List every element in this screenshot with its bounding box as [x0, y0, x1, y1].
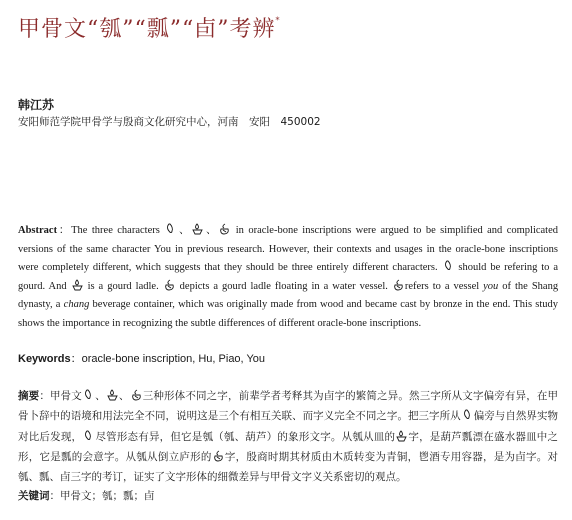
keywords-colon: ： — [70, 353, 82, 365]
oracle-glyph-you-icon — [393, 279, 404, 291]
oracle-glyph-hu-icon — [443, 260, 454, 272]
abstract-sep-2: 、 — [204, 225, 219, 236]
zh-keywords-label: 关键词 — [18, 490, 50, 502]
zh-keywords-colon: ： — [49, 490, 60, 502]
oracle-glyph-piao-icon — [107, 389, 118, 401]
paper-title-text: 甲骨文“瓠”“瓢”“卣”考辨 — [18, 17, 276, 42]
abstract-colon: ： — [57, 225, 72, 236]
abstract-text-6: refers to a vessel — [404, 280, 480, 292]
title-note-mark: * — [275, 16, 281, 25]
oracle-glyph-you-icon — [131, 389, 142, 401]
zh-abstract-sep-1: 、 — [94, 390, 106, 402]
oracle-glyph-piao-icon — [192, 223, 203, 235]
oracle-glyph-hu-icon — [165, 223, 176, 235]
author-name: 韩江苏 — [18, 98, 55, 112]
zh-abstract-text-6: 字，殷商时期其材质由木质转变为青铜，鬯酒专用容器，是为卣字。对瓠、瓢、卣三字的考订，证实了文字形体的细微差异与甲骨文字义关系密切的观点。 — [18, 450, 559, 484]
abstract-you-italic: you — [483, 280, 499, 292]
abstract-chang-italic: chang — [63, 299, 90, 310]
zh-abstract-text-2: 三种形体不同之字，前辈学者考释其为卣字的繁简之异。然三字所从文字偏旁有异，在甲骨卜辞中的语境和用法完全不同，说明这是三个有相互关联、而字义完全不同之字。把三字所从 — [18, 390, 559, 423]
abstract-text-2: in oracle-bone inscriptions were argued to be simplified and complicated versions of the same character You in previous research. However, their contexts and usages in the oracle-bone inscriptions were completely different, which suggests that they should be three entirely different characters. — [18, 225, 559, 273]
zh-abstract-text-5: 字，是葫芦瓢漂在盛水器皿中之形，它是瓢的会意字。从瓠从倒立庐形的 — [18, 430, 559, 463]
oracle-glyph-you-icon — [219, 223, 230, 235]
zh-abstract-colon: ： — [39, 390, 50, 402]
abstract-text-5: depicts a gourd ladle floating in a water vessel. — [179, 280, 388, 292]
abstract-sep-1: 、 — [177, 225, 192, 236]
keywords-text: oracle-bone inscription, Hu, Piao, You — [81, 353, 266, 365]
english-keywords — [18, 350, 265, 366]
chinese-abstract — [18, 386, 558, 487]
oracle-glyph-hu-icon — [83, 430, 94, 442]
oracle-glyph-hu-icon — [83, 389, 94, 401]
oracle-glyph-you-icon — [164, 279, 175, 291]
zh-abstract-text-1: 甲骨文 — [49, 390, 82, 402]
abstract-text-7: of the Shang dynasty, a — [18, 280, 559, 310]
english-abstract — [18, 222, 558, 333]
oracle-glyph-you-icon — [213, 450, 224, 462]
zh-abstract-text-4: 尽管形态有异，但它是瓠（瓠、葫芦）的象形文字。从瓠从皿的 — [95, 430, 396, 443]
zh-keywords-text: 甲骨文；瓠；瓢；卣 — [60, 490, 155, 502]
keywords-label: Keywords — [18, 353, 71, 365]
zh-abstract-label: 摘要 — [18, 390, 40, 402]
zh-abstract-sep-2: 、 — [118, 390, 130, 402]
abstract-text-8: beverage container, which was originally made from wood and became cast by bronze in the end. This study shows the importance in recognizing the subtle differences of different oracle-bone inscriptions. — [18, 299, 558, 329]
oracle-glyph-piao-icon — [396, 430, 407, 442]
abstract-label: Abstract — [18, 225, 58, 236]
zh-abstract-text-3: 偏旁与自然界实物对比后发现， — [18, 410, 559, 443]
oracle-glyph-hu-icon — [462, 409, 473, 421]
abstract-text-4: is a gourd ladle. — [87, 280, 159, 292]
abstract-text-1: The three characters — [71, 225, 160, 236]
paper-title — [18, 12, 280, 43]
chinese-keywords — [18, 488, 155, 503]
abstract-text-3: should be refering to a gourd. And — [18, 262, 558, 292]
oracle-glyph-piao-icon — [72, 279, 83, 291]
author-affiliation: 安阳师范学院甲骨学与殷商文化研究中心，河南 安阳 450002 — [18, 116, 321, 128]
